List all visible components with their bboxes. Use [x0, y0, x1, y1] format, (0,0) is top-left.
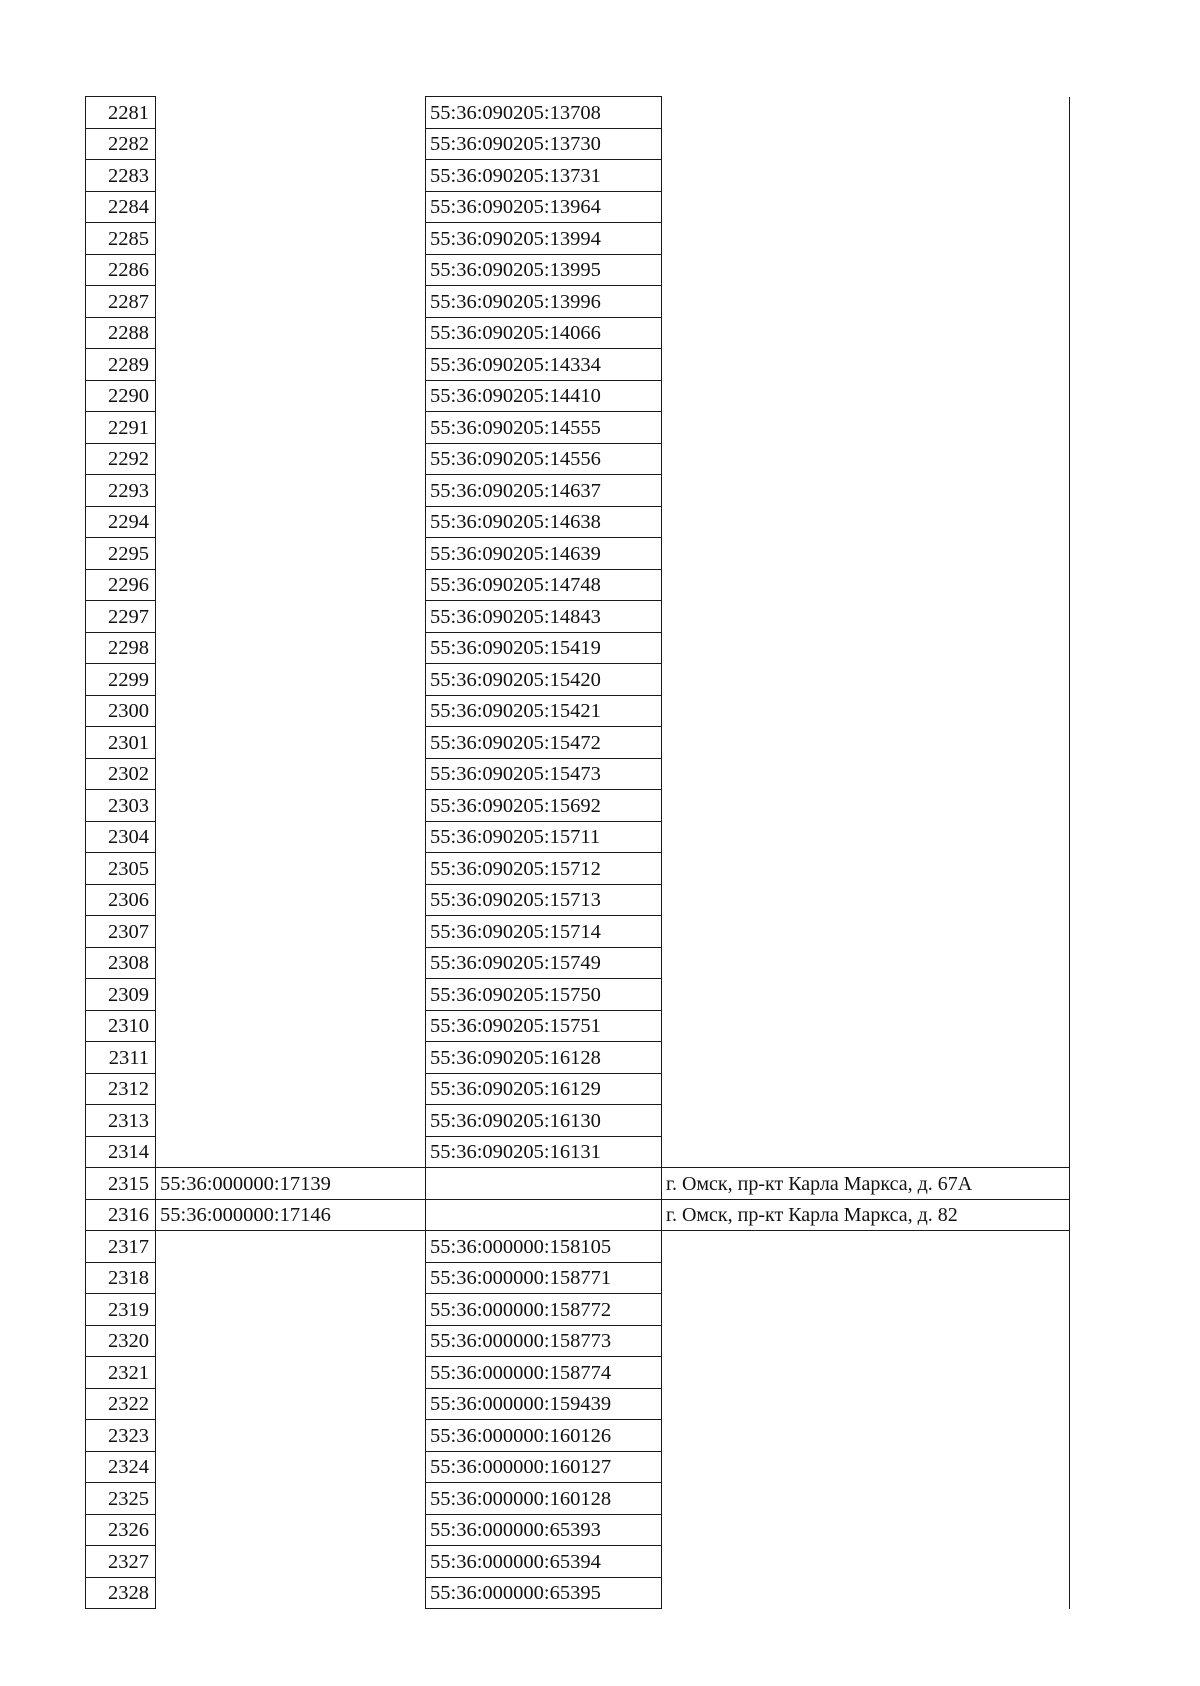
cadastral-number-a	[156, 979, 426, 1011]
cadastral-number-b: 55:36:090205:14639	[426, 538, 662, 570]
table-row	[86, 97, 1070, 129]
cadastral-number-a	[156, 1451, 426, 1483]
row-number: 2285	[86, 223, 156, 255]
cadastral-number-a	[156, 790, 426, 822]
row-number: 2316	[86, 1199, 156, 1231]
table-row	[86, 758, 1070, 790]
row-number: 2289	[86, 349, 156, 381]
cadastral-number-a	[156, 916, 426, 948]
cadastral-number-a	[156, 1357, 426, 1389]
table-row	[86, 1420, 1070, 1452]
row-number: 2300	[86, 695, 156, 727]
address-cell	[662, 1483, 1070, 1515]
table-row	[86, 695, 1070, 727]
cadastral-number-a	[156, 695, 426, 727]
cadastral-number-b: 55:36:000000:158774	[426, 1357, 662, 1389]
address-cell	[662, 349, 1070, 381]
cadastral-number-a	[156, 632, 426, 664]
cadastral-number-b: 55:36:000000:65394	[426, 1546, 662, 1578]
table-row	[86, 1231, 1070, 1263]
cadastral-number-a	[156, 191, 426, 223]
table-row	[86, 317, 1070, 349]
table-row	[86, 1546, 1070, 1578]
address-cell	[662, 853, 1070, 885]
cadastral-number-b: 55:36:090205:13731	[426, 160, 662, 192]
cadastral-number-a	[156, 947, 426, 979]
address-cell	[662, 1451, 1070, 1483]
address-cell	[662, 979, 1070, 1011]
address-cell	[662, 191, 1070, 223]
row-number: 2296	[86, 569, 156, 601]
row-number: 2283	[86, 160, 156, 192]
address-cell	[662, 443, 1070, 475]
address-cell: г. Омск, пр-кт Карла Маркса, д. 82	[662, 1199, 1070, 1231]
cadastral-number-b: 55:36:090205:15713	[426, 884, 662, 916]
row-number: 2313	[86, 1105, 156, 1137]
row-number: 2320	[86, 1325, 156, 1357]
cadastral-number-a	[156, 884, 426, 916]
table-row	[86, 1262, 1070, 1294]
cadastral-number-b: 55:36:090205:15473	[426, 758, 662, 790]
row-number: 2324	[86, 1451, 156, 1483]
cadastral-number-b: 55:36:090205:14555	[426, 412, 662, 444]
cadastral-number-b: 55:36:090205:14066	[426, 317, 662, 349]
table-row	[86, 632, 1070, 664]
cadastral-number-a	[156, 1483, 426, 1515]
cadastral-number-a	[156, 317, 426, 349]
table-row	[86, 821, 1070, 853]
row-number: 2328	[86, 1577, 156, 1609]
row-number: 2284	[86, 191, 156, 223]
row-number: 2317	[86, 1231, 156, 1263]
address-cell	[662, 916, 1070, 948]
cadastral-number-b: 55:36:090205:16129	[426, 1073, 662, 1105]
cadastral-number-a	[156, 1294, 426, 1326]
address-cell	[662, 601, 1070, 633]
cadastral-number-b: 55:36:090205:16128	[426, 1042, 662, 1074]
row-number: 2319	[86, 1294, 156, 1326]
table-row	[86, 1168, 1070, 1200]
address-cell	[662, 317, 1070, 349]
cadastral-number-b: 55:36:090205:15421	[426, 695, 662, 727]
address-cell	[662, 569, 1070, 601]
cadastral-number-b: 55:36:090205:15714	[426, 916, 662, 948]
cadastral-number-a	[156, 1325, 426, 1357]
address-cell	[662, 758, 1070, 790]
cadastral-number-b: 55:36:000000:65395	[426, 1577, 662, 1609]
row-number: 2295	[86, 538, 156, 570]
cadastral-number-b: 55:36:090205:14556	[426, 443, 662, 475]
row-number: 2281	[86, 97, 156, 129]
cadastral-number-a	[156, 1010, 426, 1042]
cadastral-number-b: 55:36:090205:15692	[426, 790, 662, 822]
address-cell	[662, 1105, 1070, 1137]
table-row	[86, 853, 1070, 885]
row-number: 2327	[86, 1546, 156, 1578]
address-cell	[662, 884, 1070, 916]
table-row	[86, 1073, 1070, 1105]
address-cell	[662, 1231, 1070, 1263]
address-cell	[662, 632, 1070, 664]
address-cell	[662, 475, 1070, 507]
table-row	[86, 475, 1070, 507]
cadastral-number-a	[156, 1514, 426, 1546]
address-cell	[662, 97, 1070, 129]
cadastral-number-a	[156, 758, 426, 790]
cadastral-number-b: 55:36:000000:158772	[426, 1294, 662, 1326]
cadastral-number-b	[426, 1199, 662, 1231]
row-number: 2310	[86, 1010, 156, 1042]
address-cell	[662, 254, 1070, 286]
address-cell	[662, 1577, 1070, 1609]
cadastral-number-b: 55:36:000000:160127	[426, 1451, 662, 1483]
address-cell	[662, 1010, 1070, 1042]
row-number: 2306	[86, 884, 156, 916]
row-number: 2287	[86, 286, 156, 318]
cadastral-number-a	[156, 475, 426, 507]
row-number: 2286	[86, 254, 156, 286]
cadastral-number-a	[156, 1136, 426, 1168]
cadastral-number-b: 55:36:000000:65393	[426, 1514, 662, 1546]
row-number: 2290	[86, 380, 156, 412]
table-row	[86, 191, 1070, 223]
cadastral-number-b: 55:36:090205:15420	[426, 664, 662, 696]
table-row	[86, 916, 1070, 948]
address-cell	[662, 1042, 1070, 1074]
row-number: 2326	[86, 1514, 156, 1546]
cadastral-number-a	[156, 538, 426, 570]
cadastral-number-b: 55:36:090205:13996	[426, 286, 662, 318]
cadastral-number-a	[156, 569, 426, 601]
address-cell	[662, 1073, 1070, 1105]
cadastral-number-a	[156, 1420, 426, 1452]
cadastral-number-b	[426, 1168, 662, 1200]
address-cell	[662, 1357, 1070, 1389]
cadastral-number-b: 55:36:000000:160126	[426, 1420, 662, 1452]
cadastral-number-b: 55:36:090205:13994	[426, 223, 662, 255]
table-row	[86, 1577, 1070, 1609]
cadastral-number-b: 55:36:090205:15712	[426, 853, 662, 885]
table-row	[86, 349, 1070, 381]
table-row	[86, 727, 1070, 759]
cadastral-number-a	[156, 601, 426, 633]
row-number: 2294	[86, 506, 156, 538]
row-number: 2321	[86, 1357, 156, 1389]
table-row	[86, 506, 1070, 538]
cadastral-number-b: 55:36:090205:15472	[426, 727, 662, 759]
table-row	[86, 160, 1070, 192]
address-cell: г. Омск, пр-кт Карла Маркса, д. 67А	[662, 1168, 1070, 1200]
table-body	[86, 97, 1070, 1609]
table-row	[86, 1010, 1070, 1042]
address-cell	[662, 1420, 1070, 1452]
address-cell	[662, 695, 1070, 727]
cadastral-number-a: 55:36:000000:17146	[156, 1199, 426, 1231]
address-cell	[662, 506, 1070, 538]
row-number: 2322	[86, 1388, 156, 1420]
cadastral-table	[85, 96, 1070, 1609]
row-number: 2282	[86, 128, 156, 160]
cadastral-number-b: 55:36:090205:15711	[426, 821, 662, 853]
table-row	[86, 1199, 1070, 1231]
table-row	[86, 223, 1070, 255]
address-cell	[662, 223, 1070, 255]
cadastral-number-a	[156, 1262, 426, 1294]
table-row	[86, 286, 1070, 318]
cadastral-number-a	[156, 853, 426, 885]
cadastral-number-a	[156, 254, 426, 286]
address-cell	[662, 286, 1070, 318]
cadastral-number-a	[156, 349, 426, 381]
address-cell	[662, 412, 1070, 444]
table-row	[86, 1105, 1070, 1137]
cadastral-number-b: 55:36:090205:15419	[426, 632, 662, 664]
cadastral-number-b: 55:36:090205:15751	[426, 1010, 662, 1042]
cadastral-number-a	[156, 97, 426, 129]
cadastral-number-b: 55:36:090205:14637	[426, 475, 662, 507]
address-cell	[662, 1325, 1070, 1357]
row-number: 2318	[86, 1262, 156, 1294]
table-row	[86, 1483, 1070, 1515]
cadastral-number-b: 55:36:000000:158773	[426, 1325, 662, 1357]
cadastral-number-a	[156, 286, 426, 318]
cadastral-number-a	[156, 506, 426, 538]
table-row	[86, 538, 1070, 570]
address-cell	[662, 1262, 1070, 1294]
row-number: 2302	[86, 758, 156, 790]
address-cell	[662, 1388, 1070, 1420]
table-row	[86, 601, 1070, 633]
table-row	[86, 790, 1070, 822]
address-cell	[662, 790, 1070, 822]
cadastral-number-a	[156, 821, 426, 853]
cadastral-number-a	[156, 443, 426, 475]
table-row	[86, 1357, 1070, 1389]
table-row	[86, 1388, 1070, 1420]
cadastral-number-a	[156, 412, 426, 444]
cadastral-number-b: 55:36:090205:14748	[426, 569, 662, 601]
address-cell	[662, 128, 1070, 160]
address-cell	[662, 727, 1070, 759]
address-cell	[662, 1136, 1070, 1168]
cadastral-number-a	[156, 160, 426, 192]
cadastral-number-b: 55:36:090205:14638	[426, 506, 662, 538]
cadastral-number-a	[156, 1073, 426, 1105]
cadastral-number-b: 55:36:090205:13708	[426, 97, 662, 129]
row-number: 2303	[86, 790, 156, 822]
row-number: 2299	[86, 664, 156, 696]
cadastral-number-a: 55:36:000000:17139	[156, 1168, 426, 1200]
row-number: 2291	[86, 412, 156, 444]
row-number: 2304	[86, 821, 156, 853]
cadastral-number-b: 55:36:090205:13730	[426, 128, 662, 160]
cadastral-number-b: 55:36:000000:159439	[426, 1388, 662, 1420]
row-number: 2325	[86, 1483, 156, 1515]
table-row	[86, 412, 1070, 444]
cadastral-number-a	[156, 223, 426, 255]
address-cell	[662, 1294, 1070, 1326]
table-row	[86, 1514, 1070, 1546]
table-row	[86, 1042, 1070, 1074]
cadastral-number-a	[156, 1546, 426, 1578]
cadastral-number-a	[156, 727, 426, 759]
table-row	[86, 947, 1070, 979]
address-cell	[662, 664, 1070, 696]
cadastral-number-b: 55:36:090205:15749	[426, 947, 662, 979]
table-row	[86, 443, 1070, 475]
address-cell	[662, 821, 1070, 853]
table-row	[86, 1451, 1070, 1483]
address-cell	[662, 947, 1070, 979]
row-number: 2307	[86, 916, 156, 948]
row-number: 2301	[86, 727, 156, 759]
cadastral-number-a	[156, 1577, 426, 1609]
table-row	[86, 1325, 1070, 1357]
row-number: 2314	[86, 1136, 156, 1168]
row-number: 2288	[86, 317, 156, 349]
cadastral-number-b: 55:36:000000:158105	[426, 1231, 662, 1263]
table-row	[86, 380, 1070, 412]
table-row	[86, 1136, 1070, 1168]
table-row	[86, 569, 1070, 601]
cadastral-number-b: 55:36:090205:16130	[426, 1105, 662, 1137]
cadastral-number-a	[156, 1231, 426, 1263]
cadastral-number-a	[156, 1388, 426, 1420]
row-number: 2311	[86, 1042, 156, 1074]
cadastral-number-b: 55:36:090205:16131	[426, 1136, 662, 1168]
table-row	[86, 884, 1070, 916]
cadastral-number-a	[156, 128, 426, 160]
row-number: 2298	[86, 632, 156, 664]
address-cell	[662, 380, 1070, 412]
table-row	[86, 128, 1070, 160]
address-cell	[662, 538, 1070, 570]
cadastral-number-a	[156, 664, 426, 696]
cadastral-number-b: 55:36:000000:158771	[426, 1262, 662, 1294]
address-cell	[662, 160, 1070, 192]
table-row	[86, 664, 1070, 696]
table-row	[86, 1294, 1070, 1326]
row-number: 2312	[86, 1073, 156, 1105]
address-cell	[662, 1514, 1070, 1546]
cadastral-number-b: 55:36:090205:15750	[426, 979, 662, 1011]
table-row	[86, 254, 1070, 286]
row-number: 2308	[86, 947, 156, 979]
address-cell	[662, 1546, 1070, 1578]
table-row	[86, 979, 1070, 1011]
row-number: 2315	[86, 1168, 156, 1200]
cadastral-number-a	[156, 1105, 426, 1137]
cadastral-number-b: 55:36:090205:13964	[426, 191, 662, 223]
cadastral-number-b: 55:36:000000:160128	[426, 1483, 662, 1515]
cadastral-number-b: 55:36:090205:13995	[426, 254, 662, 286]
cadastral-number-b: 55:36:090205:14410	[426, 380, 662, 412]
row-number: 2292	[86, 443, 156, 475]
row-number: 2323	[86, 1420, 156, 1452]
row-number: 2297	[86, 601, 156, 633]
cadastral-number-a	[156, 1042, 426, 1074]
cadastral-number-b: 55:36:090205:14843	[426, 601, 662, 633]
row-number: 2305	[86, 853, 156, 885]
cadastral-number-a	[156, 380, 426, 412]
cadastral-number-b: 55:36:090205:14334	[426, 349, 662, 381]
row-number: 2309	[86, 979, 156, 1011]
row-number: 2293	[86, 475, 156, 507]
